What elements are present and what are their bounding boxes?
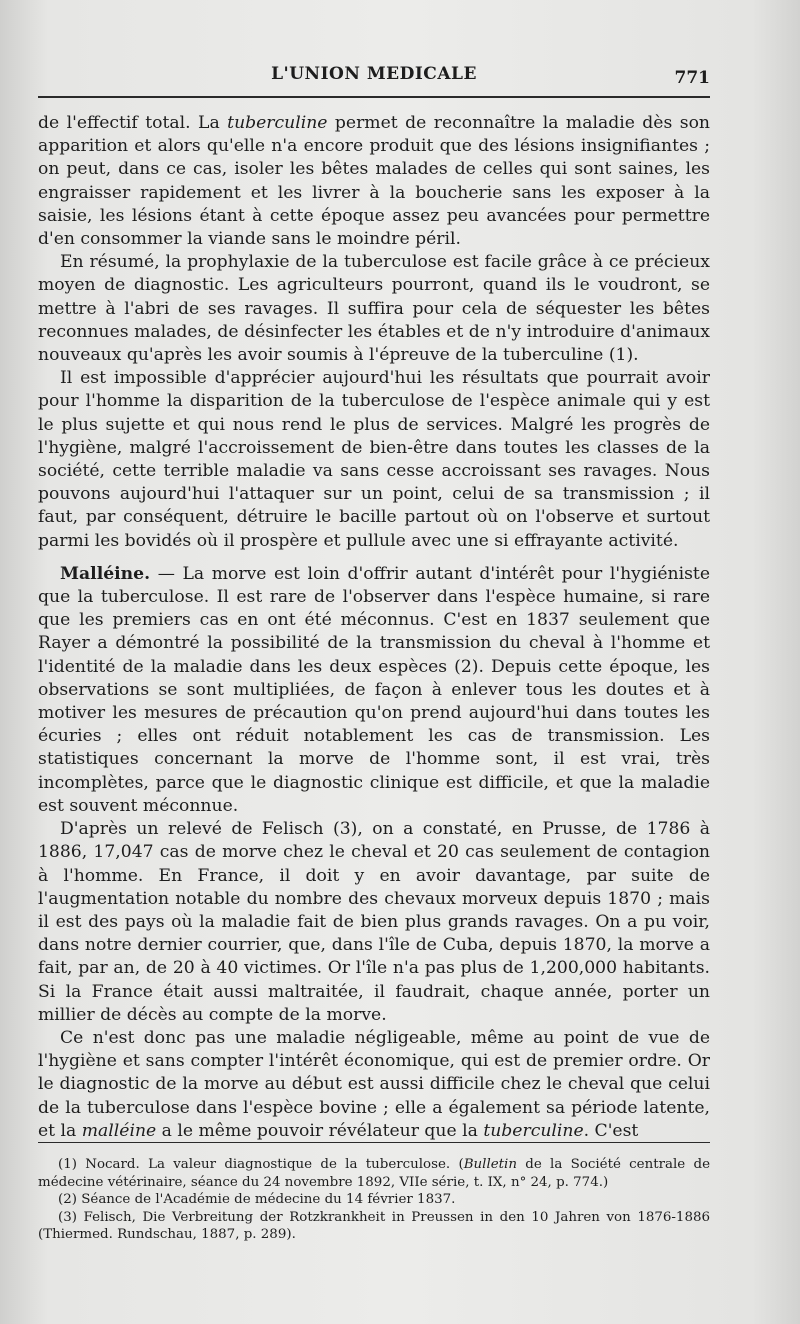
paragraph-4-text: — La morve est loin d'offrir autant d'intérêt pour l'hygiéniste que la tuberculose. Il est rare de l'observer dans l'espèce humaine, si rare que les premiers cas en ont été méconnus. C'est en 1837 seulement que Rayer a démontré la possibilité de la transmission du cheval à l'homme et l'identité de la maladie dans les deux espèces (2). Depuis cette époque, les observations se sont multipliées, de façon à enlever tous les doutes et à motiver les mesures de précaution qu'on prend aujourd'hui dans toutes les écuries ; elles ont réduit notablement les cas de transmission. Les statistiques concernant la morve de l'homme sont, il est vrai, très incomplètes, parce que le diagnostic clinique est difficile, et que la maladie est souvent méconnue. [38,563,710,816]
paragraph-malleine [38,563,710,818]
footnote-1 [38,1156,710,1191]
paragraph-2: En résumé, la prophylaxie de la tuberculose est facile grâce à ce précieux moyen de diagnostic. Les agriculteurs pourront, quand ils le voudront, se mettre à l'abri de ses ravages. Il suffira pour cela de séquester les bêtes reconnues malades, de désinfecter les étables et de n'y introduire d'animaux nouveaux qu'après les avoir soumis à l'épreuve de la tuberculine (1). [38,252,710,366]
footnote-1-text-a: (1) Nocard. La valeur diagnostique de la tuberculose. ( [58,1157,464,1172]
page-header [38,60,710,98]
italic-term-tuberculine: tuberculine [483,1120,584,1141]
footnote-1-text-b: de la Société centrale de médecine vétérinaire, séance du 24 novembre 1892, VIIe série, t. IX, n° 24, p. 774.) [38,1157,710,1190]
paragraph-5: D'après un relevé de Felisch (3), on a constaté, en Prusse, de 1786 à 1886, 17,047 cas de morve chez le cheval et 20 cas seulement de contagion à l'homme. En France, il doit y en avoir davantage, par suite de l'augmentation notable du nombre des chevaux morveux depuis 1870 ; mais il est des pays où la maladie fait de bien plus grands ravages. On a pu voir, dans notre dernier courrier, que, dans l'île de Cuba, depuis 1870, la morve a fait, par an, de 20 à 40 victimes. Or l'île n'a pas plus de 1,200,000 habitants. Si la France était aussi maltraitée, il faudrait, chaque année, porter un millier de décès au compte de la morve. [38,819,710,1025]
page-number: 771 [674,68,710,88]
paragraph-6-text-a: Ce n'est donc pas une maladie négligeable, même au point de vue de l'hygiène et sans compter l'intérêt économique, qui est de premier ordre. Or le diagnostic de la morve au début est aussi difficile chez le cheval que celui de la tuberculose dans l'espèce bovine ; elle a également sa période latente, et la [38,1027,710,1141]
running-title: L'UNION MEDICALE [271,64,477,84]
body-text [38,112,710,1143]
paragraph-3: Il est impossible d'apprécier aujourd'hui les résultats que pourrait avoir pour l'homme la disparition de la tuberculose de l'espèce animale qui y est le plus sujette et qui nous rend le plus de services. Malgré les progrès de l'hygiène, malgré l'accroissement de bien-être dans toutes les classes de la société, cette terrible maladie va sans cesse accroissant ses ravages. Nous pouvons aujourd'hui l'attaquer sur un point, celui de sa transmission ; il faut, par conséquent, détruire le bacille partout où on l'observe et surtout parmi les bovidés où il prospère et pullule avec une si effrayante activité. [38,368,710,551]
paragraph-6-text-b: a le même pouvoir révélateur que la [156,1120,484,1141]
paragraph-6 [38,1027,710,1143]
footnote-3: (3) Felisch, Die Verbreitung der Rotzkrankheit in Preussen in den 10 Jahren von 1876-1886 (Thiermed. Rundschau, 1887, p. 289). [38,1209,710,1242]
paragraph-6-text-c: . C'est [583,1120,639,1141]
italic-term-malleine: malléine [81,1120,157,1141]
footnote-1-italic: Bulletin [463,1157,517,1172]
footnotes [38,1156,710,1244]
footnote-2: (2) Séance de l'Académie de médecine du 14 février 1837. [58,1192,456,1207]
italic-term-tuberculine: tuberculine [227,113,328,133]
section-title: Malléine. [60,563,151,584]
paragraph-1 [38,112,710,251]
paragraph-1-text-a: de l'effectif total. La [38,113,228,133]
paragraph-1-text-b: permet de reconnaître la maladie dès son apparition et alors qu'elle n'a encore produit que des lésions insignifiantes ; on peut, dans ce cas, isoler les bêtes malades de celles qui sont saines, les engraisser rapidement et les livrer à la boucherie sans les exposer à la saisie, les lésions étant à cette époque assez peu avancées pour permettre d'en consommer la viande sans le moindre péril. [38,113,710,250]
footnote-divider [38,1142,710,1143]
